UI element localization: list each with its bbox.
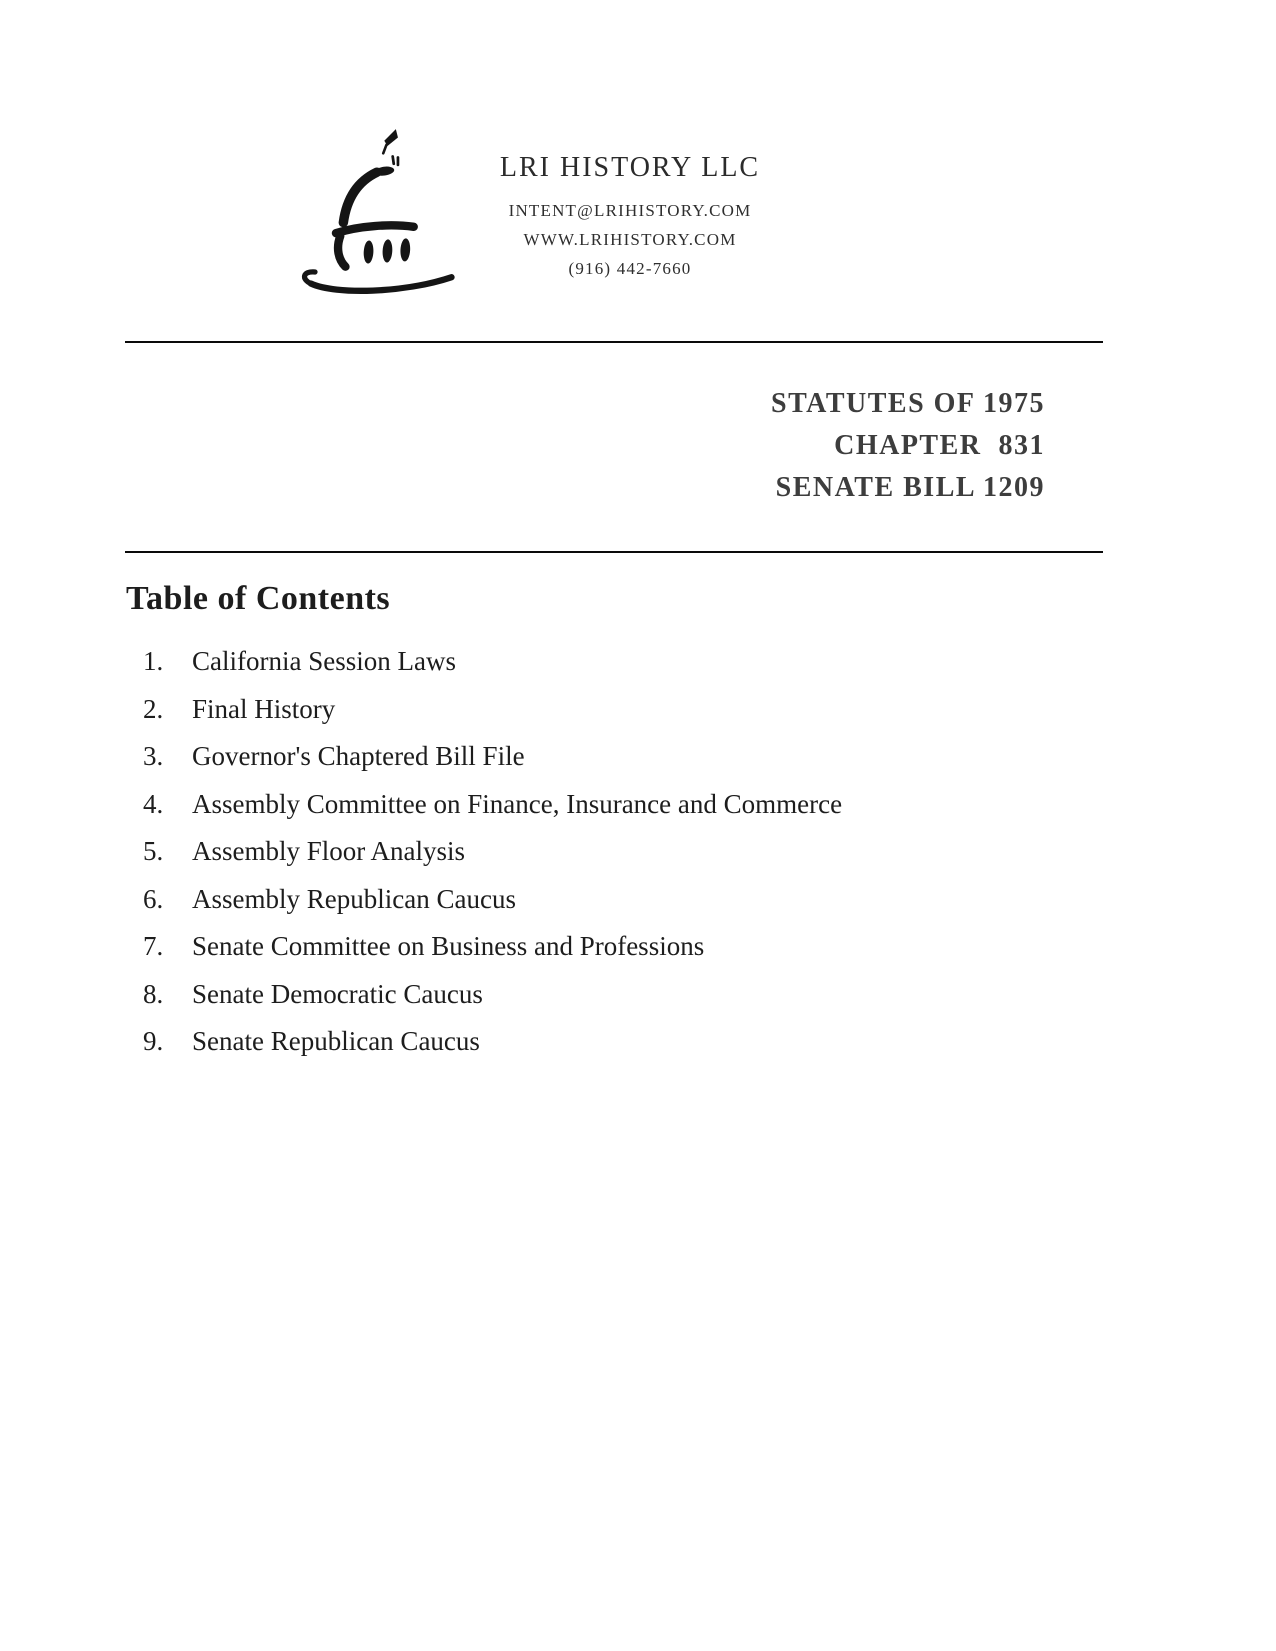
toc-item-label: Governor's Chaptered Bill File bbox=[192, 741, 525, 771]
toc-item-number: 8. bbox=[143, 978, 164, 1009]
horizontal-rule-bottom bbox=[125, 551, 1103, 553]
letterhead bbox=[448, 152, 812, 283]
toc-item bbox=[0, 646, 1100, 694]
toc-item-label: Senate Committee on Business and Professions bbox=[192, 931, 705, 961]
toc-item-number: 3. bbox=[143, 741, 164, 771]
toc-title: Table of Contents bbox=[126, 580, 391, 617]
senate-bill-line: SENATE BILL 1209 bbox=[775, 472, 1045, 503]
toc-item-number: 1. bbox=[143, 646, 164, 676]
toc-item bbox=[0, 789, 1100, 837]
toc-item-label: Senate Democratic Caucus bbox=[192, 978, 483, 1009]
toc-item bbox=[0, 694, 1100, 742]
toc-item-number: 4. bbox=[143, 788, 164, 819]
bill-reference-block bbox=[771, 383, 1045, 509]
toc-item bbox=[0, 741, 1100, 789]
capitol-dome-icon bbox=[294, 126, 462, 294]
toc-item-number: 2. bbox=[143, 693, 164, 724]
toc-item bbox=[0, 931, 1100, 979]
toc-item-label: Assembly Committee on Finance, Insurance and Commerce bbox=[192, 788, 843, 819]
toc-item-label: California Session Laws bbox=[192, 646, 456, 676]
toc-item bbox=[0, 884, 1100, 932]
toc-item-label: Senate Republican Caucus bbox=[192, 1026, 480, 1056]
statutes-line: STATUTES OF 1975 bbox=[771, 388, 1045, 419]
company-phone: (916) 442-7660 bbox=[568, 259, 692, 278]
chapter-line: CHAPTER 831 bbox=[834, 430, 1045, 461]
horizontal-rule-top bbox=[125, 341, 1103, 343]
toc-item-number: 5. bbox=[143, 836, 164, 866]
toc-item-number: 7. bbox=[143, 931, 164, 961]
toc-item-label: Final History bbox=[192, 693, 336, 724]
toc-item-number: 6. bbox=[143, 883, 164, 914]
toc-item bbox=[0, 836, 1100, 884]
toc-item bbox=[0, 979, 1100, 1027]
toc-item bbox=[0, 1026, 1100, 1074]
company-website: WWW.LRIHISTORY.COM bbox=[523, 230, 737, 249]
company-name: LRI HISTORY LLC bbox=[499, 152, 761, 183]
toc-item-label: Assembly Floor Analysis bbox=[192, 836, 466, 866]
toc-item-number: 9. bbox=[143, 1026, 164, 1056]
toc-list bbox=[0, 646, 1100, 1074]
toc-item-label: Assembly Republican Caucus bbox=[192, 883, 516, 914]
company-email: INTENT@LRIHISTORY.COM bbox=[508, 201, 752, 220]
